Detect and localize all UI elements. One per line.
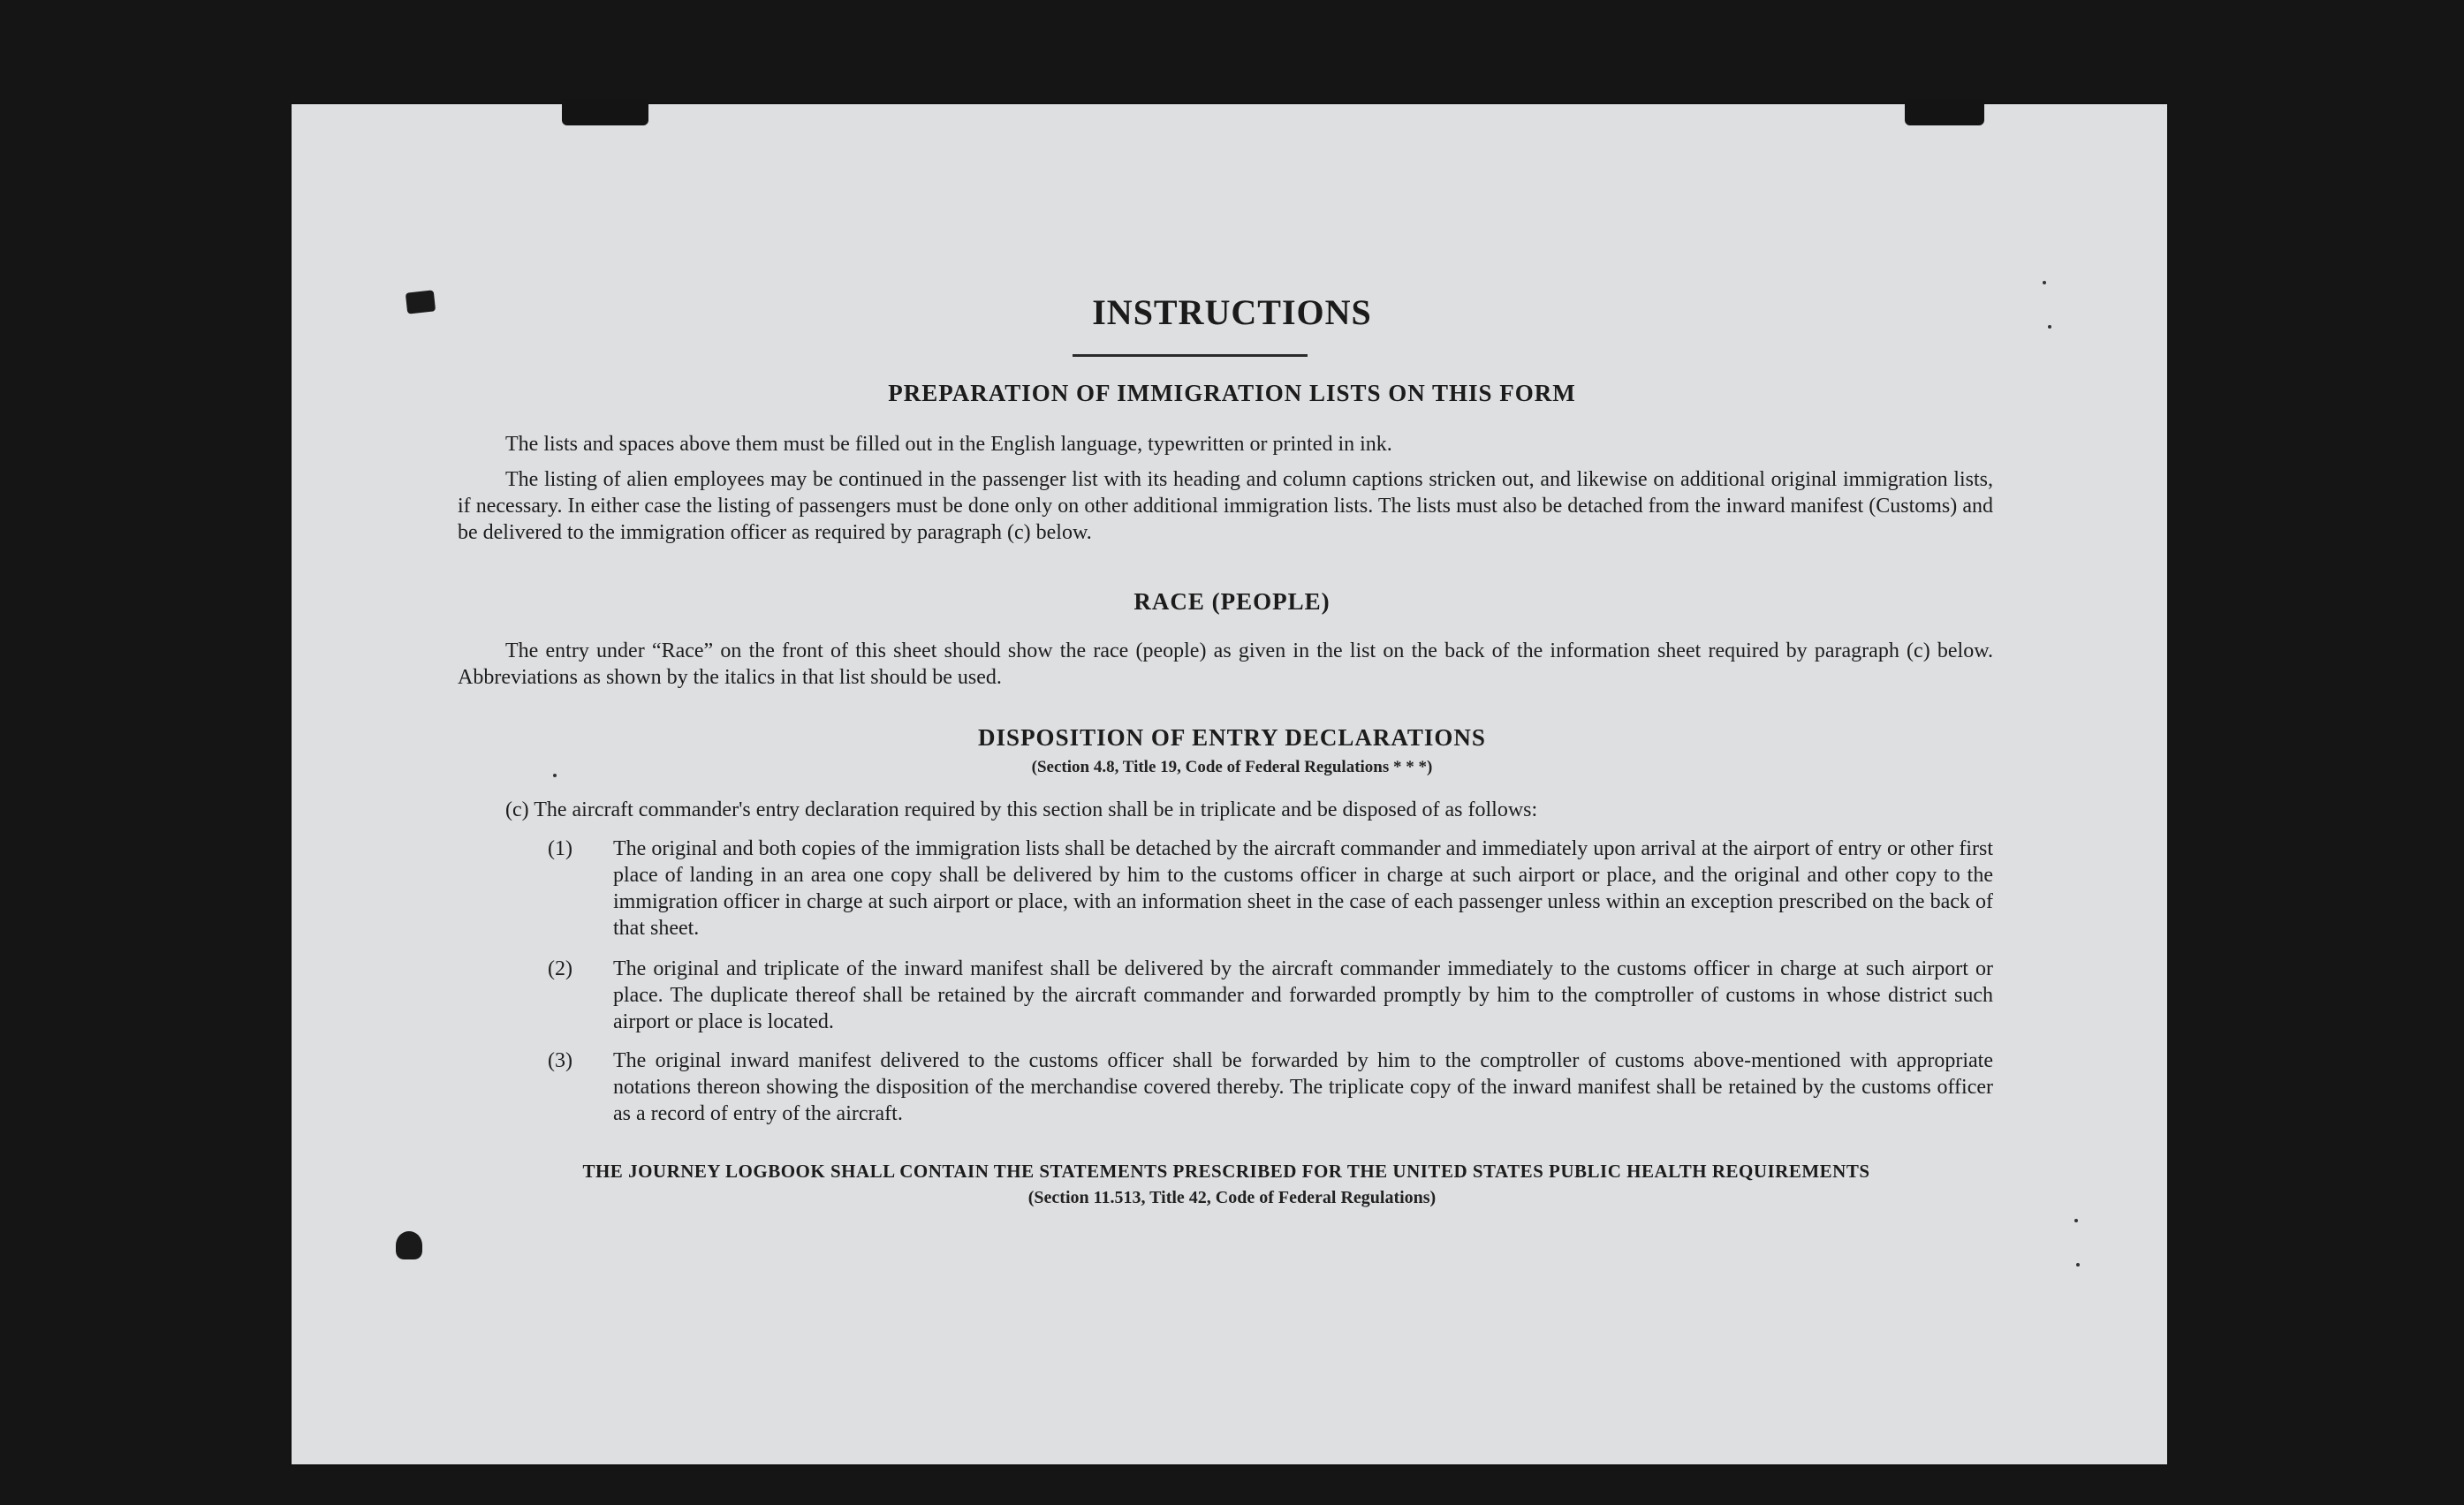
section-title-race: RACE (PEOPLE) (1133, 588, 1331, 615)
list-item (548, 836, 1993, 942)
list-item-text: The original and both copies of the immigration lists shall be detached by the aircraft commander and immediately upon arrival at the airport of entry or other first place of landing in an area one copy shall be delivered by him to the customs officer in charge at such airport or place, and the original and other copy to the immigration officer in charge at such airport or place, with an information sheet in the case of each passenger unless within an exception prescribed on the back of that sheet. (613, 837, 1993, 940)
section-subtitle-disposition: (Section 4.8, Title 19, Code of Federal Regulations * * *) (1031, 758, 1433, 776)
binding-tab-left (562, 99, 648, 125)
punch-hole-bottom (396, 1231, 422, 1259)
list-item-text: The original and triplicate of the inward manifest shall be delivered by the aircraft commander immediately to the customs officer in charge at such airport or place. The duplicate thereof shall be retained by the aircraft commander and forwarded promptly by him to the comptroller of customs in whose district such airport or place is located. (613, 957, 1993, 1033)
speck (2076, 1263, 2080, 1267)
page-title: INSTRUCTIONS (1092, 292, 1372, 332)
speck (2074, 1219, 2078, 1222)
paragraph-alien-employees: The listing of alien employees may be continued in the passenger list with its heading and column captions stricken out, and likewise on additional original immigration lists, if necessary. In either case the listing of passengers must be done only on other additional immigration lists. The lists must also be detached from the inward manifest (Customs) and be delivered to the immigration officer as required by paragraph (c) below. (458, 468, 1993, 544)
title-underline (1073, 354, 1308, 357)
list-item-number: (3) (548, 1049, 572, 1072)
list-item-text: The original inward manifest delivered to the customs officer shall be forwarded by him to the comptroller of customs above-mentioned with appropriate notations thereon showing the disposition of the merchandise covered thereby. The triplicate copy of the inward manifest shall be retained by the customs officer as a record of entry of the aircraft. (613, 1049, 1993, 1125)
list-item (548, 956, 1993, 1035)
paragraph-race: The entry under “Race” on the front of this sheet should show the race (people) as given in the list on the back of the information sheet required by paragraph (c) below. Abbreviations as shown by the italics in that list should be used. (458, 639, 1993, 689)
section-title-preparation: PREPARATION OF IMMIGRATION LISTS ON THIS FORM (888, 380, 1576, 406)
footer-statement: THE JOURNEY LOGBOOK SHALL CONTAIN THE STATEMENTS PRESCRIBED FOR THE UNITED STATES PUBLIC HEALTH REQUIREMENTS (582, 1161, 1870, 1182)
list-item (548, 1047, 1993, 1127)
list-item-number: (1) (548, 837, 572, 860)
speck (2043, 281, 2046, 284)
list-item-number: (2) (548, 957, 572, 980)
footer-citation: (Section 11.513, Title 42, Code of Federal Regulations) (1027, 1188, 1437, 1207)
binding-tab-right (1905, 99, 1984, 125)
section-title-disposition: DISPOSITION OF ENTRY DECLARATIONS (978, 724, 1486, 751)
paragraph-entry-declaration: (c) The aircraft commander's entry declaration required by this section shall be in triplicate and be disposed of as follows: (505, 798, 1538, 821)
paragraph-language: The lists and spaces above them must be filled out in the English language, typewritten or printed in ink. (505, 433, 1392, 456)
